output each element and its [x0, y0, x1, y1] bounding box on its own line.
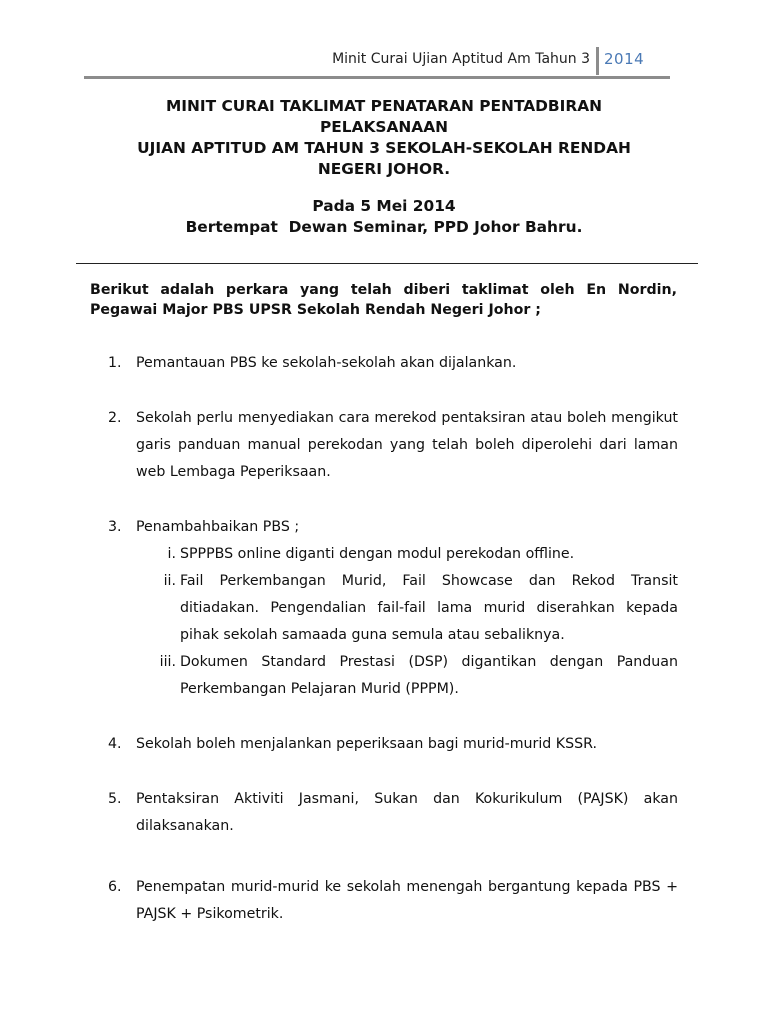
title-line-4: NEGERI JOHOR.	[317, 160, 451, 178]
date-line: Pada 5 Mei 2014	[312, 197, 456, 215]
sub-item-number: ii.	[163, 573, 176, 589]
item-number: 6.	[108, 879, 122, 895]
venue-line: Bertempat Dewan Seminar, PPD Johor Bahru.	[185, 218, 583, 236]
list-item-4	[108, 731, 678, 758]
item-text: Pentaksiran Aktiviti Jasmani, Sukan dan Kokurikulum (PAJSK) akan dilaksanakan.	[136, 791, 678, 834]
item-text: Sekolah perlu menyediakan cara merekod pentaksiran atau boleh mengikut garis panduan manual perekodan yang telah boleh diperolehi dari laman web Lembaga Peperiksaan.	[136, 410, 678, 480]
sub-item-ii	[136, 568, 678, 649]
item-number: 3.	[108, 519, 122, 535]
minutes-list	[108, 350, 678, 928]
item-text: Penambahbaikan PBS ;	[136, 519, 300, 535]
sub-item-i	[136, 541, 678, 568]
item-text: Sekolah boleh menjalankan peperiksaan bagi murid-murid KSSR.	[136, 736, 597, 752]
list-item-6	[108, 874, 678, 928]
title-line-1: MINIT CURAI TAKLIMAT PENATARAN PENTADBIRAN	[165, 97, 603, 115]
item-number: 4.	[108, 736, 122, 752]
item-number: 2.	[108, 410, 122, 426]
sub-item-text: Fail Perkembangan Murid, Fail Showcase dan Rekod Transit ditiadakan. Pengendalian fail-fail lama murid diserahkan kepada pihak sekolah samaada guna semula atau sebaliknya.	[180, 573, 678, 643]
sub-item-text: Dokumen Standard Prestasi (DSP) digantikan dengan Panduan Perkembangan Pelajaran Murid (PPPM).	[180, 654, 678, 697]
list-item-5	[108, 786, 678, 840]
header-year: 2014	[604, 50, 645, 68]
sub-item-iii	[136, 649, 678, 703]
title-line-3: UJIAN APTITUD AM TAHUN 3 SEKOLAH-SEKOLAH RENDAH	[137, 139, 631, 157]
item-text: Penempatan murid-murid ke sekolah menengah bergantung kepada PBS + PAJSK + Psikometrik.	[136, 879, 678, 922]
title-gap	[70, 180, 698, 196]
divider-line	[76, 263, 698, 264]
page-header	[84, 44, 670, 79]
sub-item-number: i.	[167, 546, 176, 562]
header-title: Minit Curai Ujian Aptitud Am Tahun 3	[332, 51, 590, 67]
sub-item-number: iii.	[159, 654, 176, 670]
document-title-block	[70, 96, 698, 238]
item-text: Pemantauan PBS ke sekolah-sekolah akan dijalankan.	[136, 355, 517, 371]
item-number: 1.	[108, 355, 122, 371]
sub-item-text: SPPPBS online diganti dengan modul perekodan offline.	[180, 546, 575, 562]
list-item-2	[108, 405, 678, 486]
title-line-2: PELAKSANAAN	[319, 118, 449, 136]
list-item-1	[108, 350, 678, 377]
item-number: 5.	[108, 791, 122, 807]
list-item-3	[108, 514, 678, 703]
header-separator	[596, 47, 599, 75]
intro-paragraph: Berikut adalah perkara yang telah diberi taklimat oleh En Nordin, Pegawai Major PBS UPSR Sekolah Rendah Negeri Johor ;	[90, 282, 677, 318]
